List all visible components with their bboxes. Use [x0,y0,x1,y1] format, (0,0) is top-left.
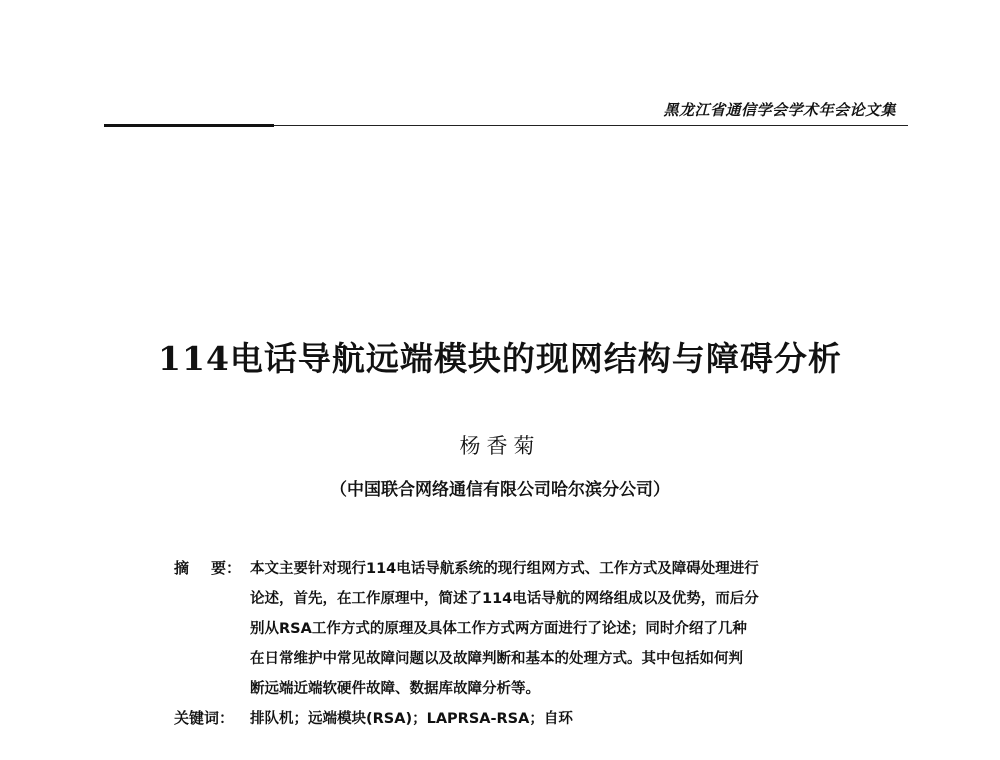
abstract-line: 论述，首先，在工作原理中，简述了114电话导航的网络组成以及优势，而后分 [250,591,759,607]
running-header: 黑龙江省通信学会学术年会论文集 [663,101,896,119]
abstract-line: 在日常维护中常见故障问题以及故障判断和基本的处理方式。其中包括如何判 [250,651,743,667]
keywords-label: 关键词： [174,709,235,727]
keywords-text: 排队机；远端模块(RSA)；LAPRSA-RSA；自环 [250,711,573,727]
author-affiliation: （中国联合网络通信有限公司哈尔滨分公司） [330,480,670,500]
abstract-line: 本文主要针对现行114电话导航系统的现行组网方式、工作方式及障碍处理进行 [250,561,759,577]
abstract-line: 断远端近端软硬件故障、数据库故障分析等。 [250,681,540,697]
abstract-line: 别从RSA工作方式的原理及具体工作方式两方面进行了论述；同时介绍了几种 [250,621,747,637]
abstract-label-char2: 要： [211,559,242,577]
paper-title: 114电话导航远端模块的现网结构与障碍分析 [158,339,842,378]
header-rule-accent [104,124,274,127]
abstract-label [174,557,241,578]
abstract-label-char1: 摘 [174,559,190,577]
author-name: 杨香菊 [459,434,541,458]
